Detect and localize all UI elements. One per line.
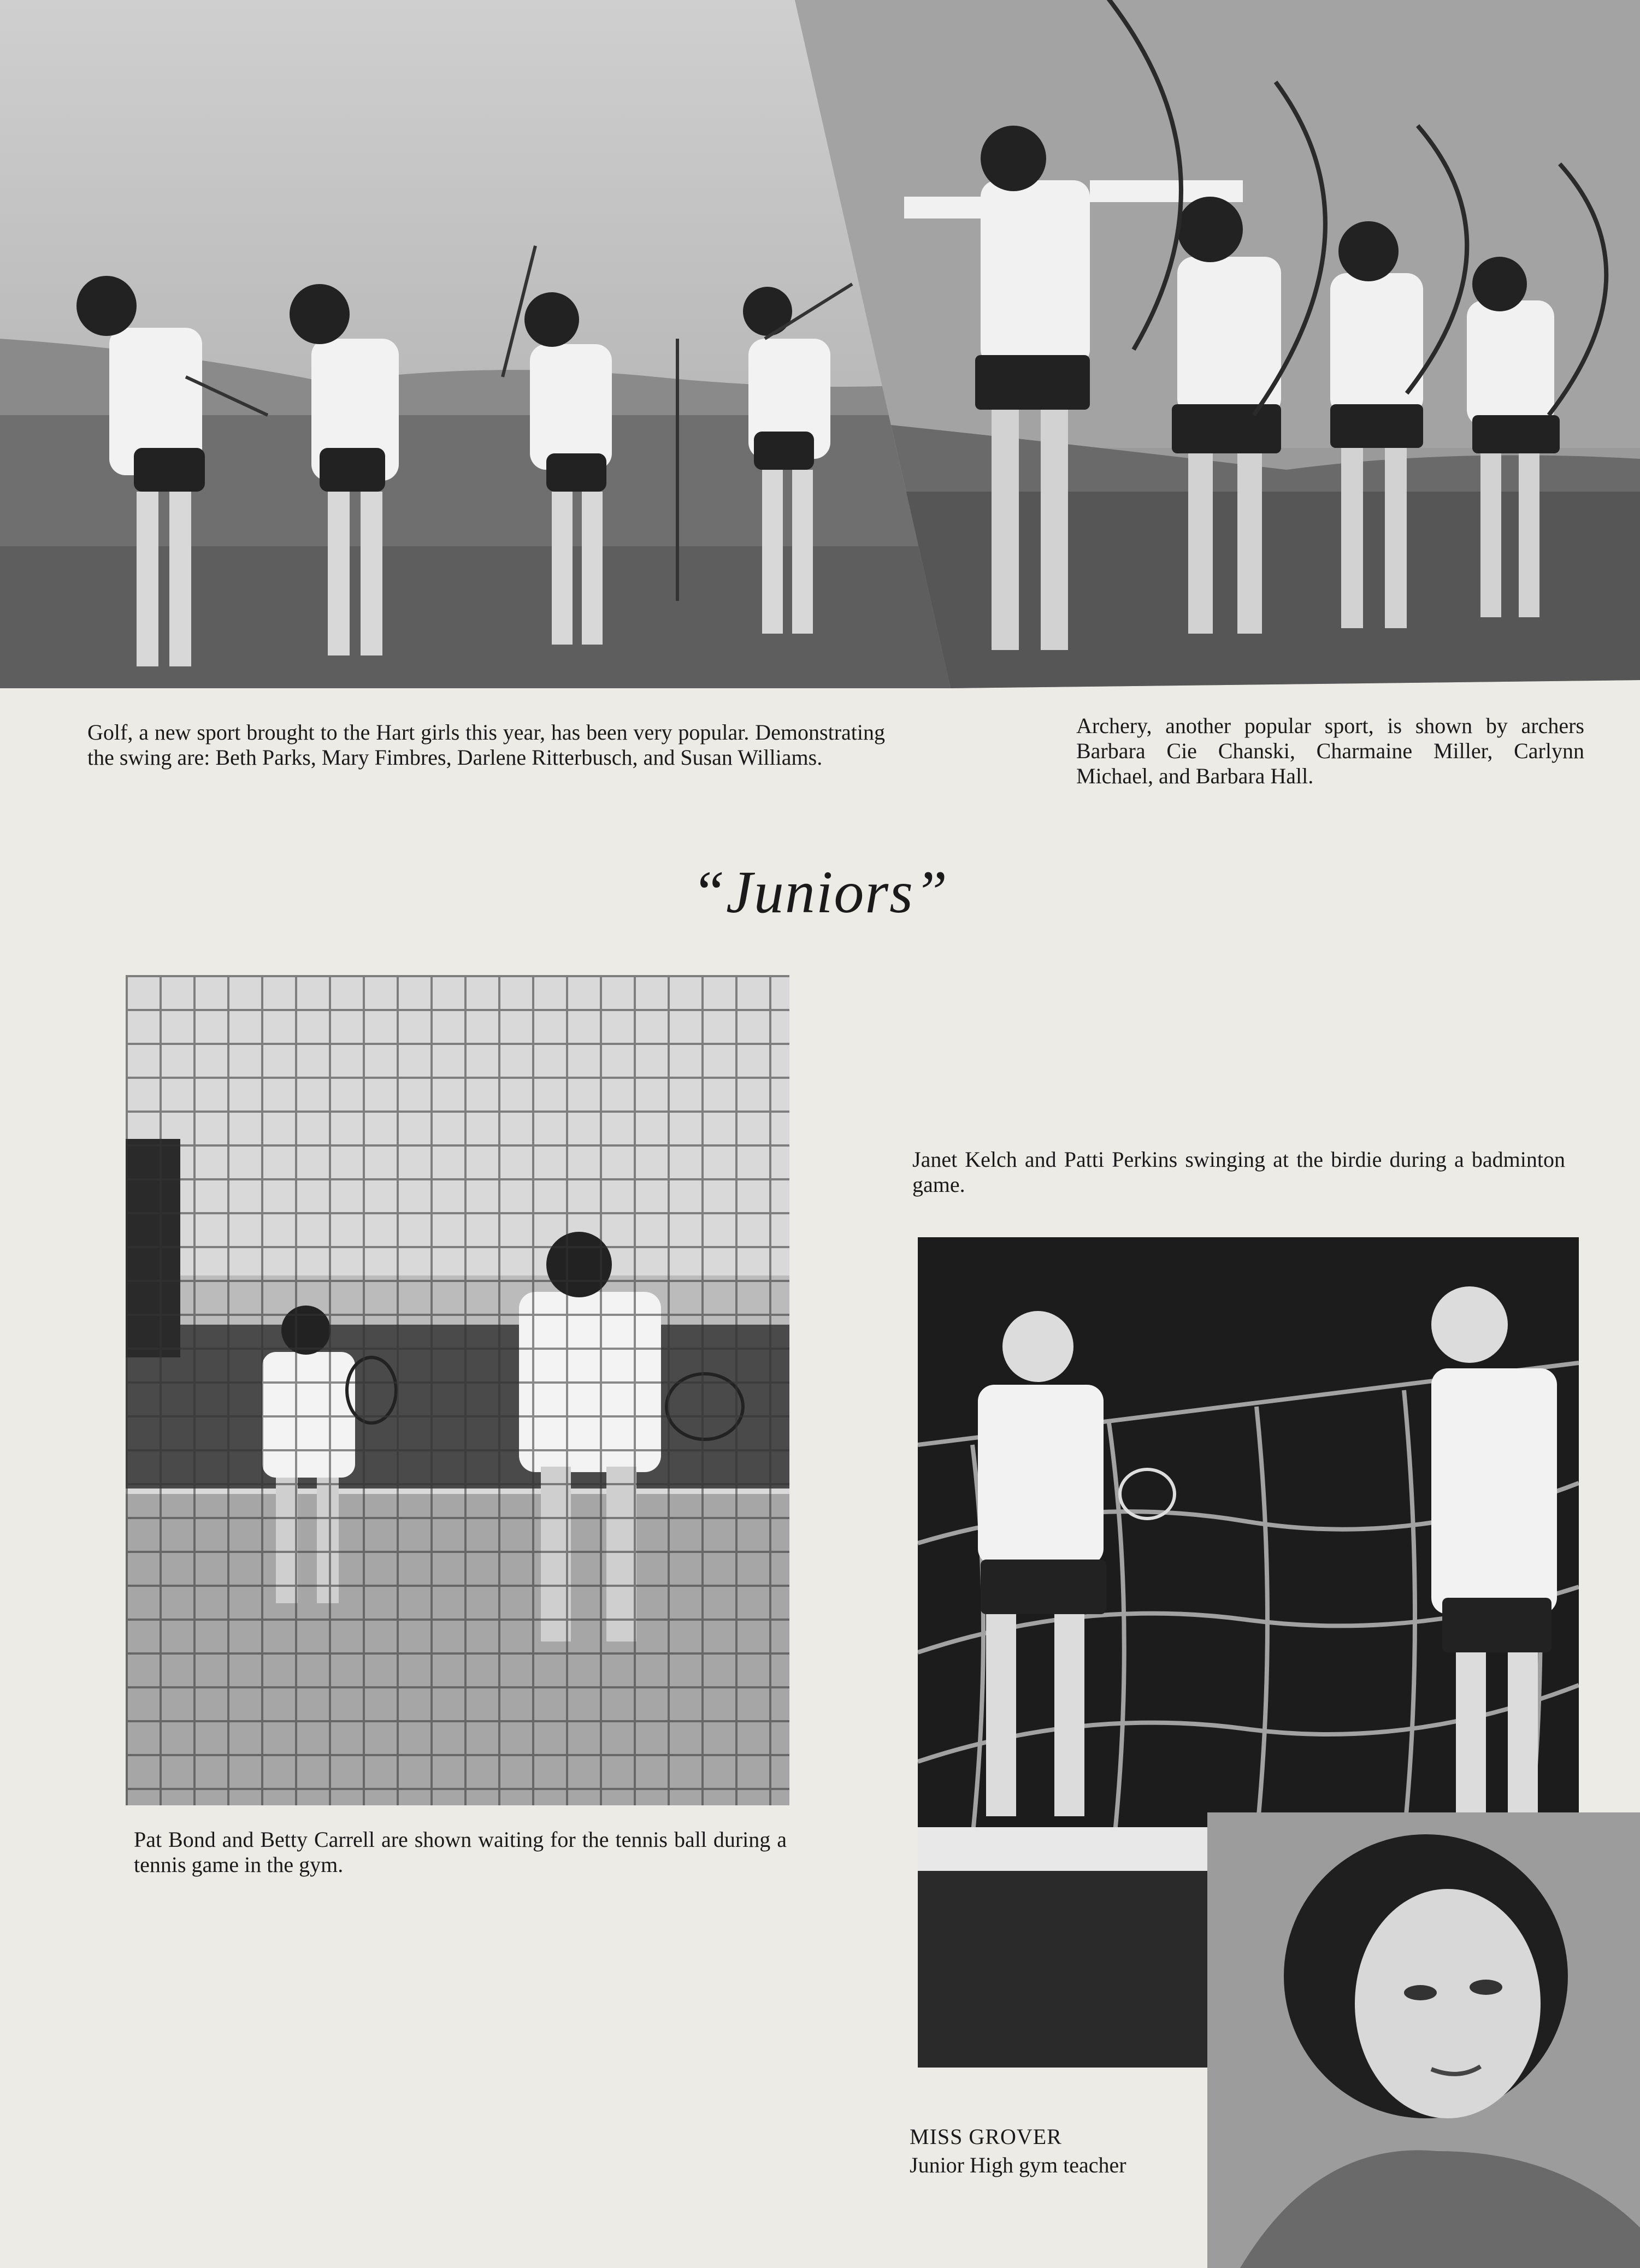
teacher-role: Junior High gym teacher bbox=[910, 2153, 1126, 2177]
badminton-caption: Janet Kelch and Patti Perkins swinging at the birdie during a badminton game. bbox=[912, 1147, 1565, 1197]
tennis-caption: Pat Bond and Betty Carrell are shown waiting for the tennis ball during a tennis game in the gym. bbox=[134, 1827, 787, 1877]
golf-caption: Golf, a new sport brought to the Hart girls this year, has been very popular. Demonstrating the swing are: Beth Parks, Mary Fimbres, Darlene Ritterbusch, and Susan Williams. bbox=[87, 720, 885, 770]
teacher-portrait bbox=[1207, 1812, 1640, 2268]
golf-photo bbox=[0, 0, 951, 688]
section-title: “Juniors” bbox=[691, 859, 949, 925]
teacher-name: MISS GROVER bbox=[910, 2124, 1062, 2149]
tennis-photo bbox=[126, 975, 789, 1805]
archery-caption: Archery, another popular sport, is shown by archers Barbara Cie Chanski, Charmaine Miller, Carlynn Michael, and Barbara Hall. bbox=[1076, 713, 1584, 788]
